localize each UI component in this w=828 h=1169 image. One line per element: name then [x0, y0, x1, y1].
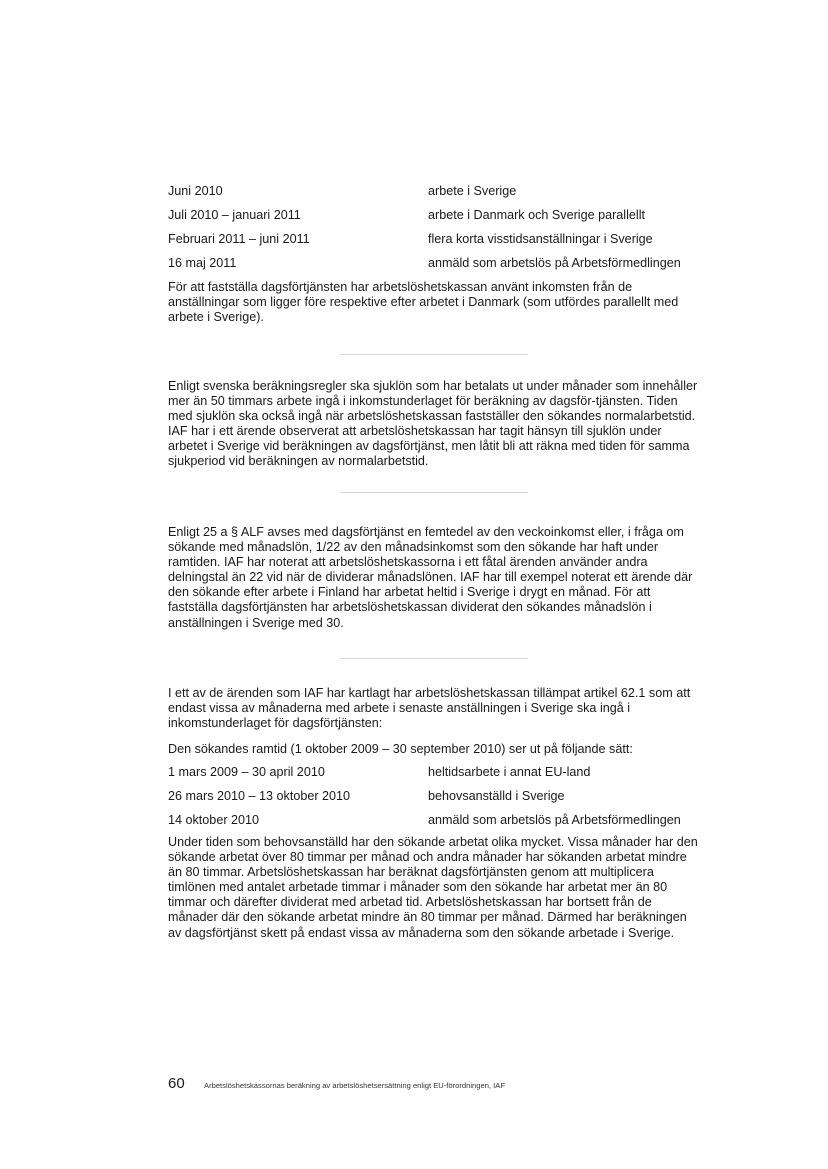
table-row — [168, 789, 700, 813]
table-row — [168, 232, 700, 256]
period-table-1 — [168, 184, 700, 280]
period-cell: 26 mars 2010 – 13 oktober 2010 — [168, 789, 351, 803]
description-cell: heltidsarbete i annat EU-land — [428, 765, 591, 779]
table-row — [168, 256, 700, 280]
section-divider — [340, 354, 528, 355]
page-footer — [168, 1075, 505, 1092]
period-cell: 16 maj 2011 — [168, 256, 237, 270]
period-cell: Februari 2011 – juni 2011 — [168, 232, 310, 246]
description-cell: anmäld som arbetslös på Arbetsförmedlingen — [428, 256, 681, 270]
body-paragraph: Den sökandes ramtid (1 oktober 2009 – 30 september 2010) ser ut på följande sätt: — [168, 742, 633, 756]
description-cell: anmäld som arbetslös på Arbetsförmedlingen — [428, 813, 681, 827]
page-number: 60 — [168, 1075, 185, 1092]
footer-text: Arbetslöshetskassornas beräkning av arbetslöshetsersättning enligt EU-förordningen, IAF — [204, 1081, 505, 1090]
paragraph-1 — [168, 280, 700, 325]
table-row — [168, 813, 700, 837]
period-table-2 — [168, 765, 700, 837]
period-cell: Juli 2010 – januari 2011 — [168, 208, 301, 222]
table-row — [168, 184, 700, 208]
body-paragraph: Under tiden som behovsanställd har den sökande arbetat olika mycket. Vissa månader har den sökande arbetat över 80 timmar per månad och andra månader har sökanden arbetat mindre än 80 timmar. Arbetslöshetskassan har beräknat dagsförtjänsten genom att multiplicera timlönen med antalet arbetade timmar i månader som den sökande har arbetat mer än 80 timmar och därefter dividerat med arbetad tid. Arbetslöshetskassan har bortsett från de månader där den sökande arbetat mindre än 80 timmar per månad. Därmed har beräkningen av dagsförtjänst skett på endast vissa av månaderna som den sökande arbetade i Sverige. — [168, 835, 698, 940]
ramtid-line — [168, 742, 700, 757]
body-paragraph: För att fastställa dagsförtjänsten har arbetslöshetskassan använt inkomsten från de anställningar som ligger före respektive efter arbetet i Danmark (som utfördes parallellt med arbete i Sverige). — [168, 280, 679, 325]
section-divider — [340, 492, 528, 493]
paragraph-4-intro — [168, 686, 700, 731]
paragraph-2 — [168, 379, 700, 470]
table-row — [168, 208, 700, 232]
description-cell: flera korta visstidsanställningar i Sverige — [428, 232, 653, 246]
paragraph-4-body — [168, 835, 700, 941]
period-cell: 1 mars 2009 – 30 april 2010 — [168, 765, 325, 779]
paragraph-3 — [168, 525, 700, 631]
body-paragraph: Enligt 25 a § ALF avses med dagsförtjänst en femtedel av den veckoinkomst eller, i fråga om sökande med månadslön, 1/22 av den månadsinkomst som den sökande har haft under ramtiden. IAF har noterat att arbetslöshetskassorna i ett fåtal ärenden använder andra delningstal än 22 vid när de dividerar månadslönen. IAF har till exempel noterat ett ärende där den sökande efter arbete i Finland har arbetat heltid i Sverige i drygt en månad. För att fastställa dagsförtjänsten har arbetslöshetskassan dividerat den sökandes månadslön i anställningen i Sverige med 30. — [168, 525, 693, 630]
description-cell: arbete i Sverige — [428, 184, 517, 198]
description-cell: behovsanställd i Sverige — [428, 789, 565, 803]
body-paragraph: I ett av de ärenden som IAF har kartlagt har arbetslöshetskassan tillämpat artikel 62.1 som att endast vissa av månaderna med arbete i senaste anställningen i Sverige ska ingå i inkomstunderlaget för dagsförtjänsten: — [168, 686, 691, 731]
period-cell: 14 oktober 2010 — [168, 813, 260, 827]
body-paragraph: Enligt svenska beräkningsregler ska sjuklön som har betalats ut under månader som innehåller mer än 50 timmars arbete ingå i inkomstunderlaget för beräkning av dagsför-tjänsten. Tiden med sjuklön ska också ingå när arbetslöshetskassan fastställer den sökandes normalarbetstid. IAF har i ett ärende observerat att arbetslöshetskassan har tagit hänsyn till sjuklön under arbetet i Sverige vid beräkningen av dagsförtjänst, men låtit bli att räkna med tiden för samma sjukperiod vid beräkningen av normalarbetstid. — [168, 379, 698, 469]
description-cell: arbete i Danmark och Sverige parallellt — [428, 208, 645, 222]
table-row — [168, 765, 700, 789]
period-cell: Juni 2010 — [168, 184, 223, 198]
section-divider — [340, 658, 528, 659]
